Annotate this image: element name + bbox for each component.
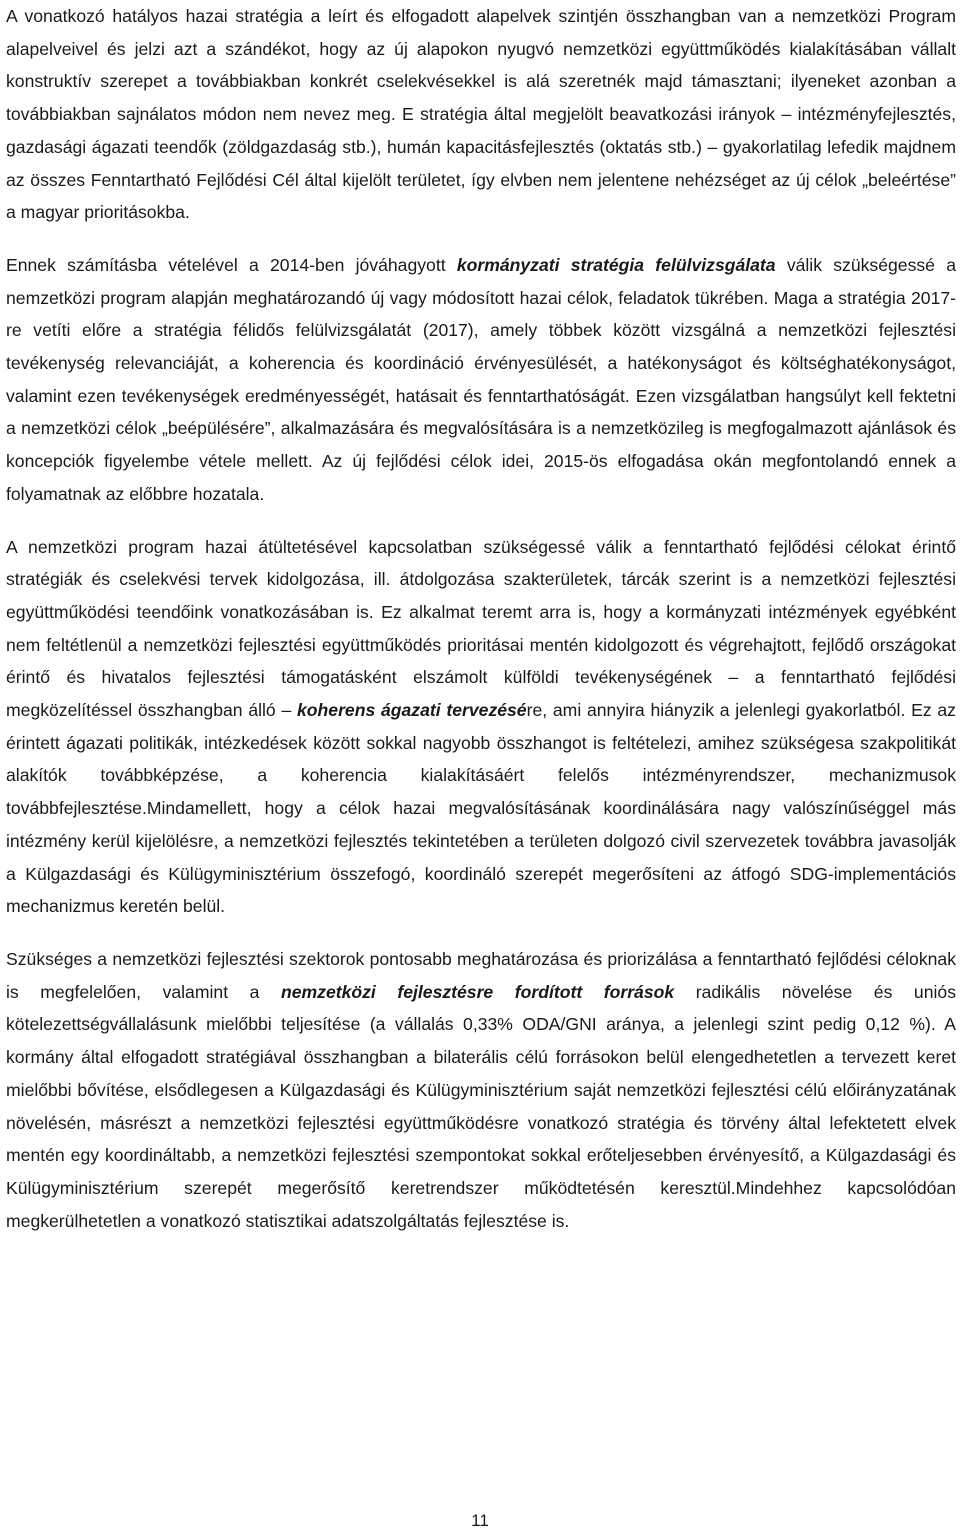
paragraph-3-text-b: re, ami annyira hiányzik a jelenlegi gyakorlatból. Ez az érintett ágazati politikák, intézkedések között sokkal nagyobb összhangot is feltételezi, amihez szükségesa szakpolitikát alakítók továbbképzése, a koherencia kialakításáért felelős intézményrendszer, mechanizmusok továbbfejlesztése.Mindamellett, hogy a célok hazai megvalósításának koordinálására nagy valószínűséggel más intézmény kerül kijelölésre, a nemzetközi fejlesztés tekintetében a területen dolgozó civil szervezetek továbbra javasolják a Külgazdasági és Külügyminisztérium összefogó, koordináló szerepét megerősíteni az átfogó SDG-implementációs mechanizmus keretén belül. [6,700,956,917]
paragraph-4-text-b: radikális növelése és uniós kötelezettségvállalásunk mielőbbi teljesítése (a vállalás 0,33% ODA/GNI aránya, a jelenlegi szint pedig 0,12 %). A kormány által elfogadott stratégiával összhangban a bilaterális célú forrásokon belül elengedhetetlen a tervezett keret mielőbbi bővítése, elsődlegesen a Külgazdasági és Külügyminisztérium saját nemzetközi fejlesztési célú előirányzatának növelésén, másrészt a nemzetközi fejlesztési együttműködésre vonatkozó stratégia és törvény által lefektetett elvek mentén egy koordináltabb, a nemzetközi fejlesztési szempontokat sokkal erőteljesebben érvényesítő, a Külgazdasági és Külügyminisztérium szerepét megerősítő keretrendszer működtetésén keresztül.Mindehhez kapcsolódóan megkerülhetetlen a vonatkozó statisztikai adatszolgáltatás fejlesztése is. [6,981,956,1231]
paragraph-2 [6,249,956,511]
paragraph-3 [6,531,956,923]
page-number: 11 [471,1511,489,1530]
paragraph-1-text: A vonatkozó hatályos hazai stratégia a leírt és elfogadott alapelvek szintjén összhangban van a nemzetközi Program alapelveivel és jelzi azt a szándékot, hogy az új alapokon nyugvó nemzetközi együttműködés kialakításában vállalt konstruktív szerepet a továbbiakban konkrét cselekvésekkel is alá szeretnék majd támasztani; ilyeneket azonban a továbbiakban sajnálatos módon nem nevez meg. E stratégia által megjelölt beavatkozási irányok – intézményfejlesztés, gazdasági ágazati teendők (zöldgazdaság stb.), humán kapacitásfejlesztés (oktatás stb.) – gyakorlatilag lefedik majdnem az összes Fenntartható Fejlődési Cél által kijelölt területet, így elvben nem jelentene nehézséget az új célok „beleértése” a magyar prioritásokba. [6,6,956,223]
emphasis-koherens-tervezes: koherens ágazati tervezésé [297,700,527,721]
paragraph-1 [6,0,956,229]
paragraph-3-text-a: A nemzetközi program hazai átültetésével kapcsolatban szükségessé válik a fenntartható fejlődési célokat érintő stratégiák és cselekvési tervek kidolgozása, ill. átdolgozása szakterületek, tárcák szerint is a nemzetközi fejlesztési együttműködési teendőink vonatkozásában is. Ez alkalmat teremt arra is, hogy a kormányzati intézmények egyébként nem feltétlenül a nemzetközi fejlesztési együttműködés prioritásai mentén kidolgozott és végrehajtott, fejlődő országokat érintő és hivatalos fejlesztési támogatásként elszámolt külföldi tevékenységének – a fenntartható fejlődési megközelítéssel összhangban álló – [6,536,956,721]
emphasis-kormanyzati-strategia: kormányzati stratégia felülvizsgálata [456,254,776,275]
paragraph-4-text-a: Szükséges a nemzetközi fejlesztési szektorok pontosabb meghatározása és priorizálása a fenntartható fejlődési céloknak is megfelelően, valamint a [6,948,956,1002]
paragraph-4 [6,943,956,1237]
paragraph-2-text-a: Ennek számításba vételével a 2014-ben jóváhagyott [6,254,457,275]
paragraph-2-text-b: válik szükségessé a nemzetközi program alapján meghatározandó új vagy módosított hazai célok, feladatok tükrében. Maga a stratégia 2017-re vetíti előre a stratégia félidős felülvizsgálatát (2017), amely többek között vizsgálná a nemzetközi fejlesztési tevékenység relevanciáját, a koherencia és koordináció érvényesülését, a hatékonyságot és költséghatékonyságot, valamint ezen tevékenységek eredményességét, hatásait és fenntarthatóságát. Ezen vizsgálatban hangsúlyt kell fektetni a nemzetközi célok „beépülésére”, alkalmazására és megvalósítására is a nemzetközileg is megfogalmazott ajánlások és koncepciók figyelembe vétele mellett. Az új fejlődési célok idei, 2015-ös elfogadása okán megfontolandó ennek a folyamatnak az előbbre hozatala. [6,254,956,504]
emphasis-forrasok: nemzetközi fejlesztésre fordított források [280,981,675,1002]
